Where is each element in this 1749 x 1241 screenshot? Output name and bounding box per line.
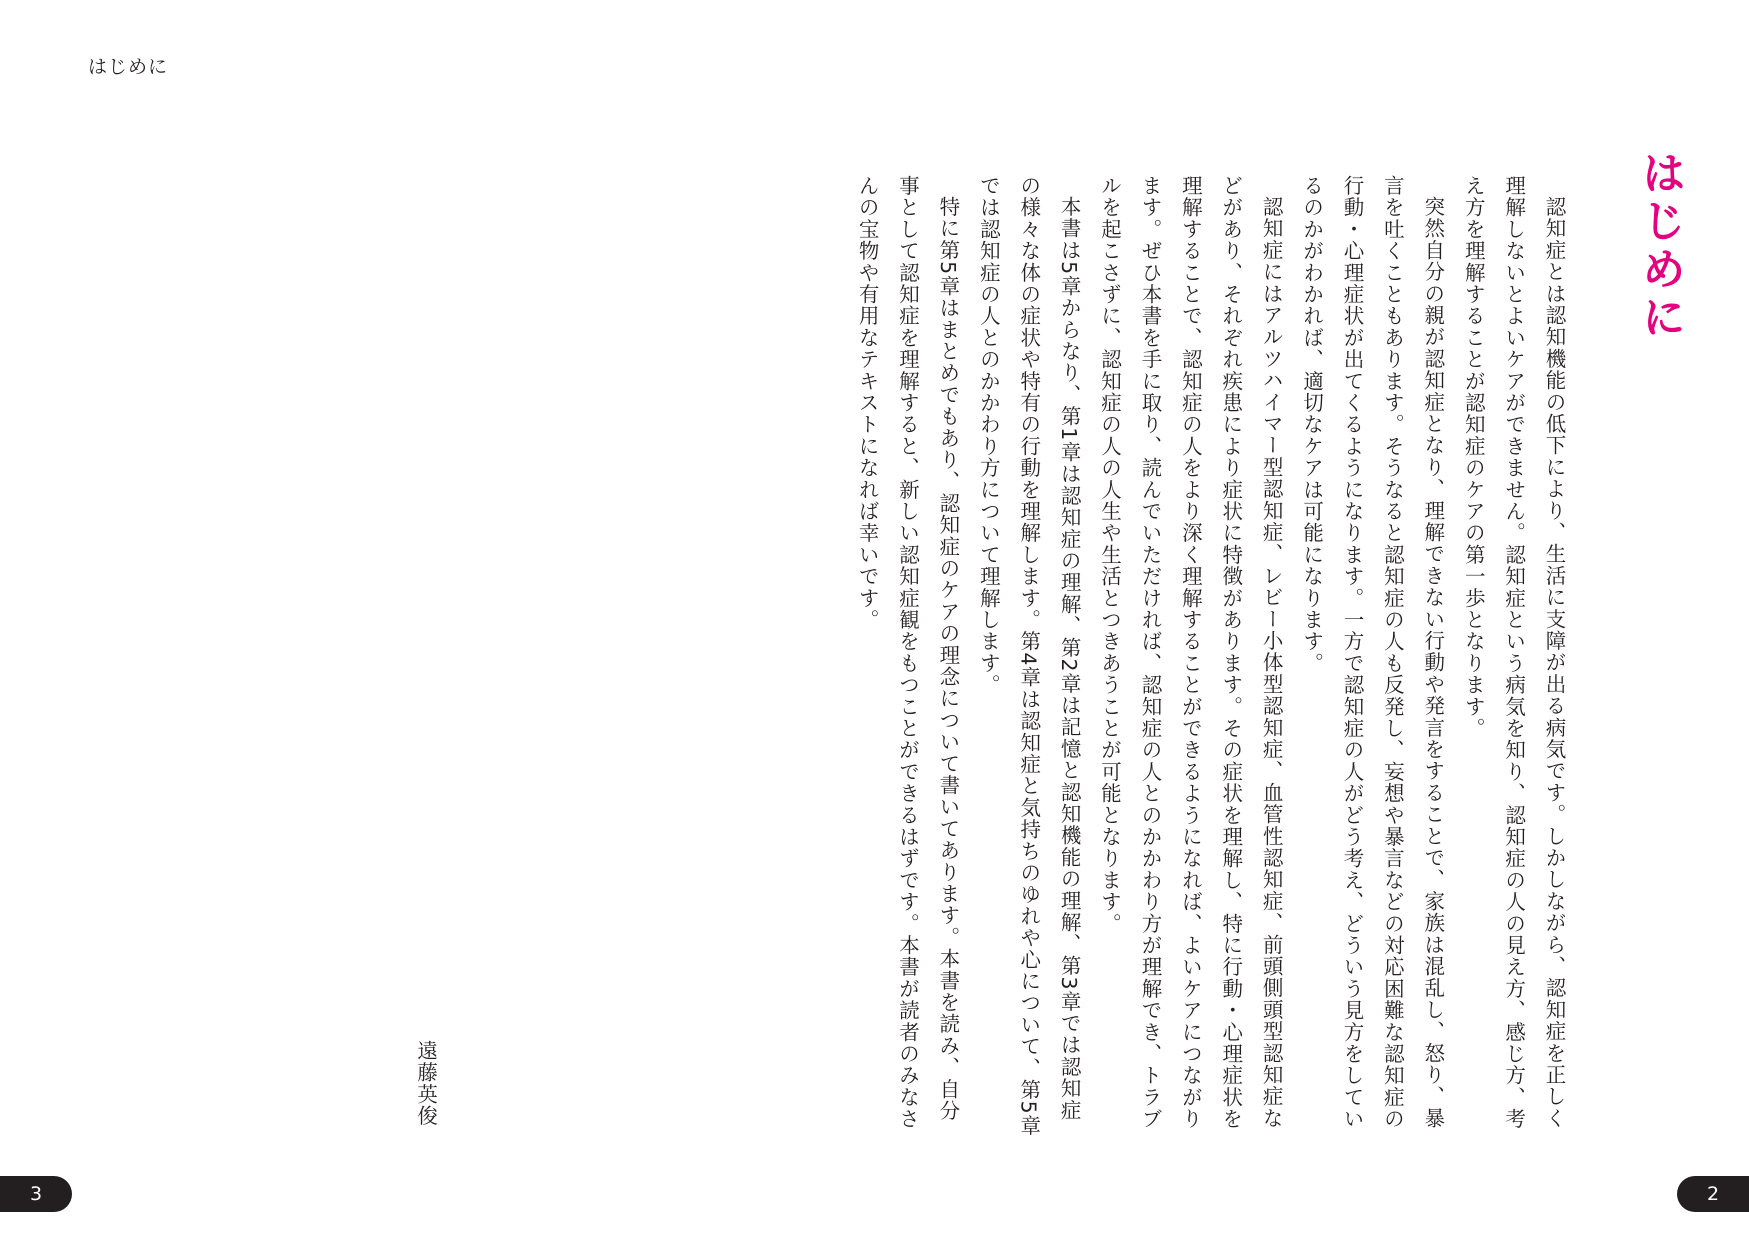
page-title: はじめに (1634, 150, 1685, 342)
running-head: はじめに (88, 56, 169, 78)
paragraph-2: 突然自分の親が認知症となり、理解できない行動や発言をすることで、家族は混乱し、怒り、暴言を吐くこともあります。そうなると認知症の人も反発し、妄想や暴言などの対応困難な認知症の行動・心理症状が出てくるようになります。一方で認知症の人がどう考え、どういう見方をしているのかがわかれば、適切なケアは可能になります。 (1299, 175, 1445, 1130)
paragraph-3: 認知症にはアルツハイマー型認知症、レビー小体型認知症、血管性認知症、前頭側頭型認知症などがあり、それぞれ疾患により症状に特徴があります。その症状を理解し、特に行動・心理症状を理解することで、認知症の人をより深く理解することができるようになれば、よいケアにつながります。ぜひ本書を手に取り、読んでいただければ、認知症の人とのかかわり方が理解でき、トラブルを起こさずに、認知症の人の人生や生活とつきあうことが可能となります。 (1097, 175, 1284, 1130)
body-text (384, 175, 1574, 1140)
page-number-left: 3 (0, 1176, 72, 1212)
page-number-right: 2 (1677, 1176, 1749, 1212)
paragraph-5: 特に第5章はまとめでもあり、認知症のケアの理念について書いてあります。本書を読み、自分事として認知症を理解すると、新しい認知症観をもつことができるはずです。本書が読者のみなさんの宝物や有用なテキストになれば幸いです。 (855, 175, 960, 1130)
paragraph-1: 認知症とは認知機能の低下により、生活に支障が出る病気です。しかしながら、認知症を正しく理解しないとよいケアができません。認知症という病気を知り、認知症の人の見え方、感じ方、考え方を理解することが認知症のケアの第一歩となります。 (1461, 175, 1566, 1130)
author-signature: 遠藤英俊 (413, 1040, 438, 1127)
paragraph-4: 本書は5章からなり、第1章は認知症の理解、第2章は記憶と認知機能の理解、第3章では認知症の様々な体の症状や特有の行動を理解します。第4章は認知症と気持ちのゆれや心について、第5章では認知症の人とのかかわり方について理解します。 (976, 175, 1082, 1137)
